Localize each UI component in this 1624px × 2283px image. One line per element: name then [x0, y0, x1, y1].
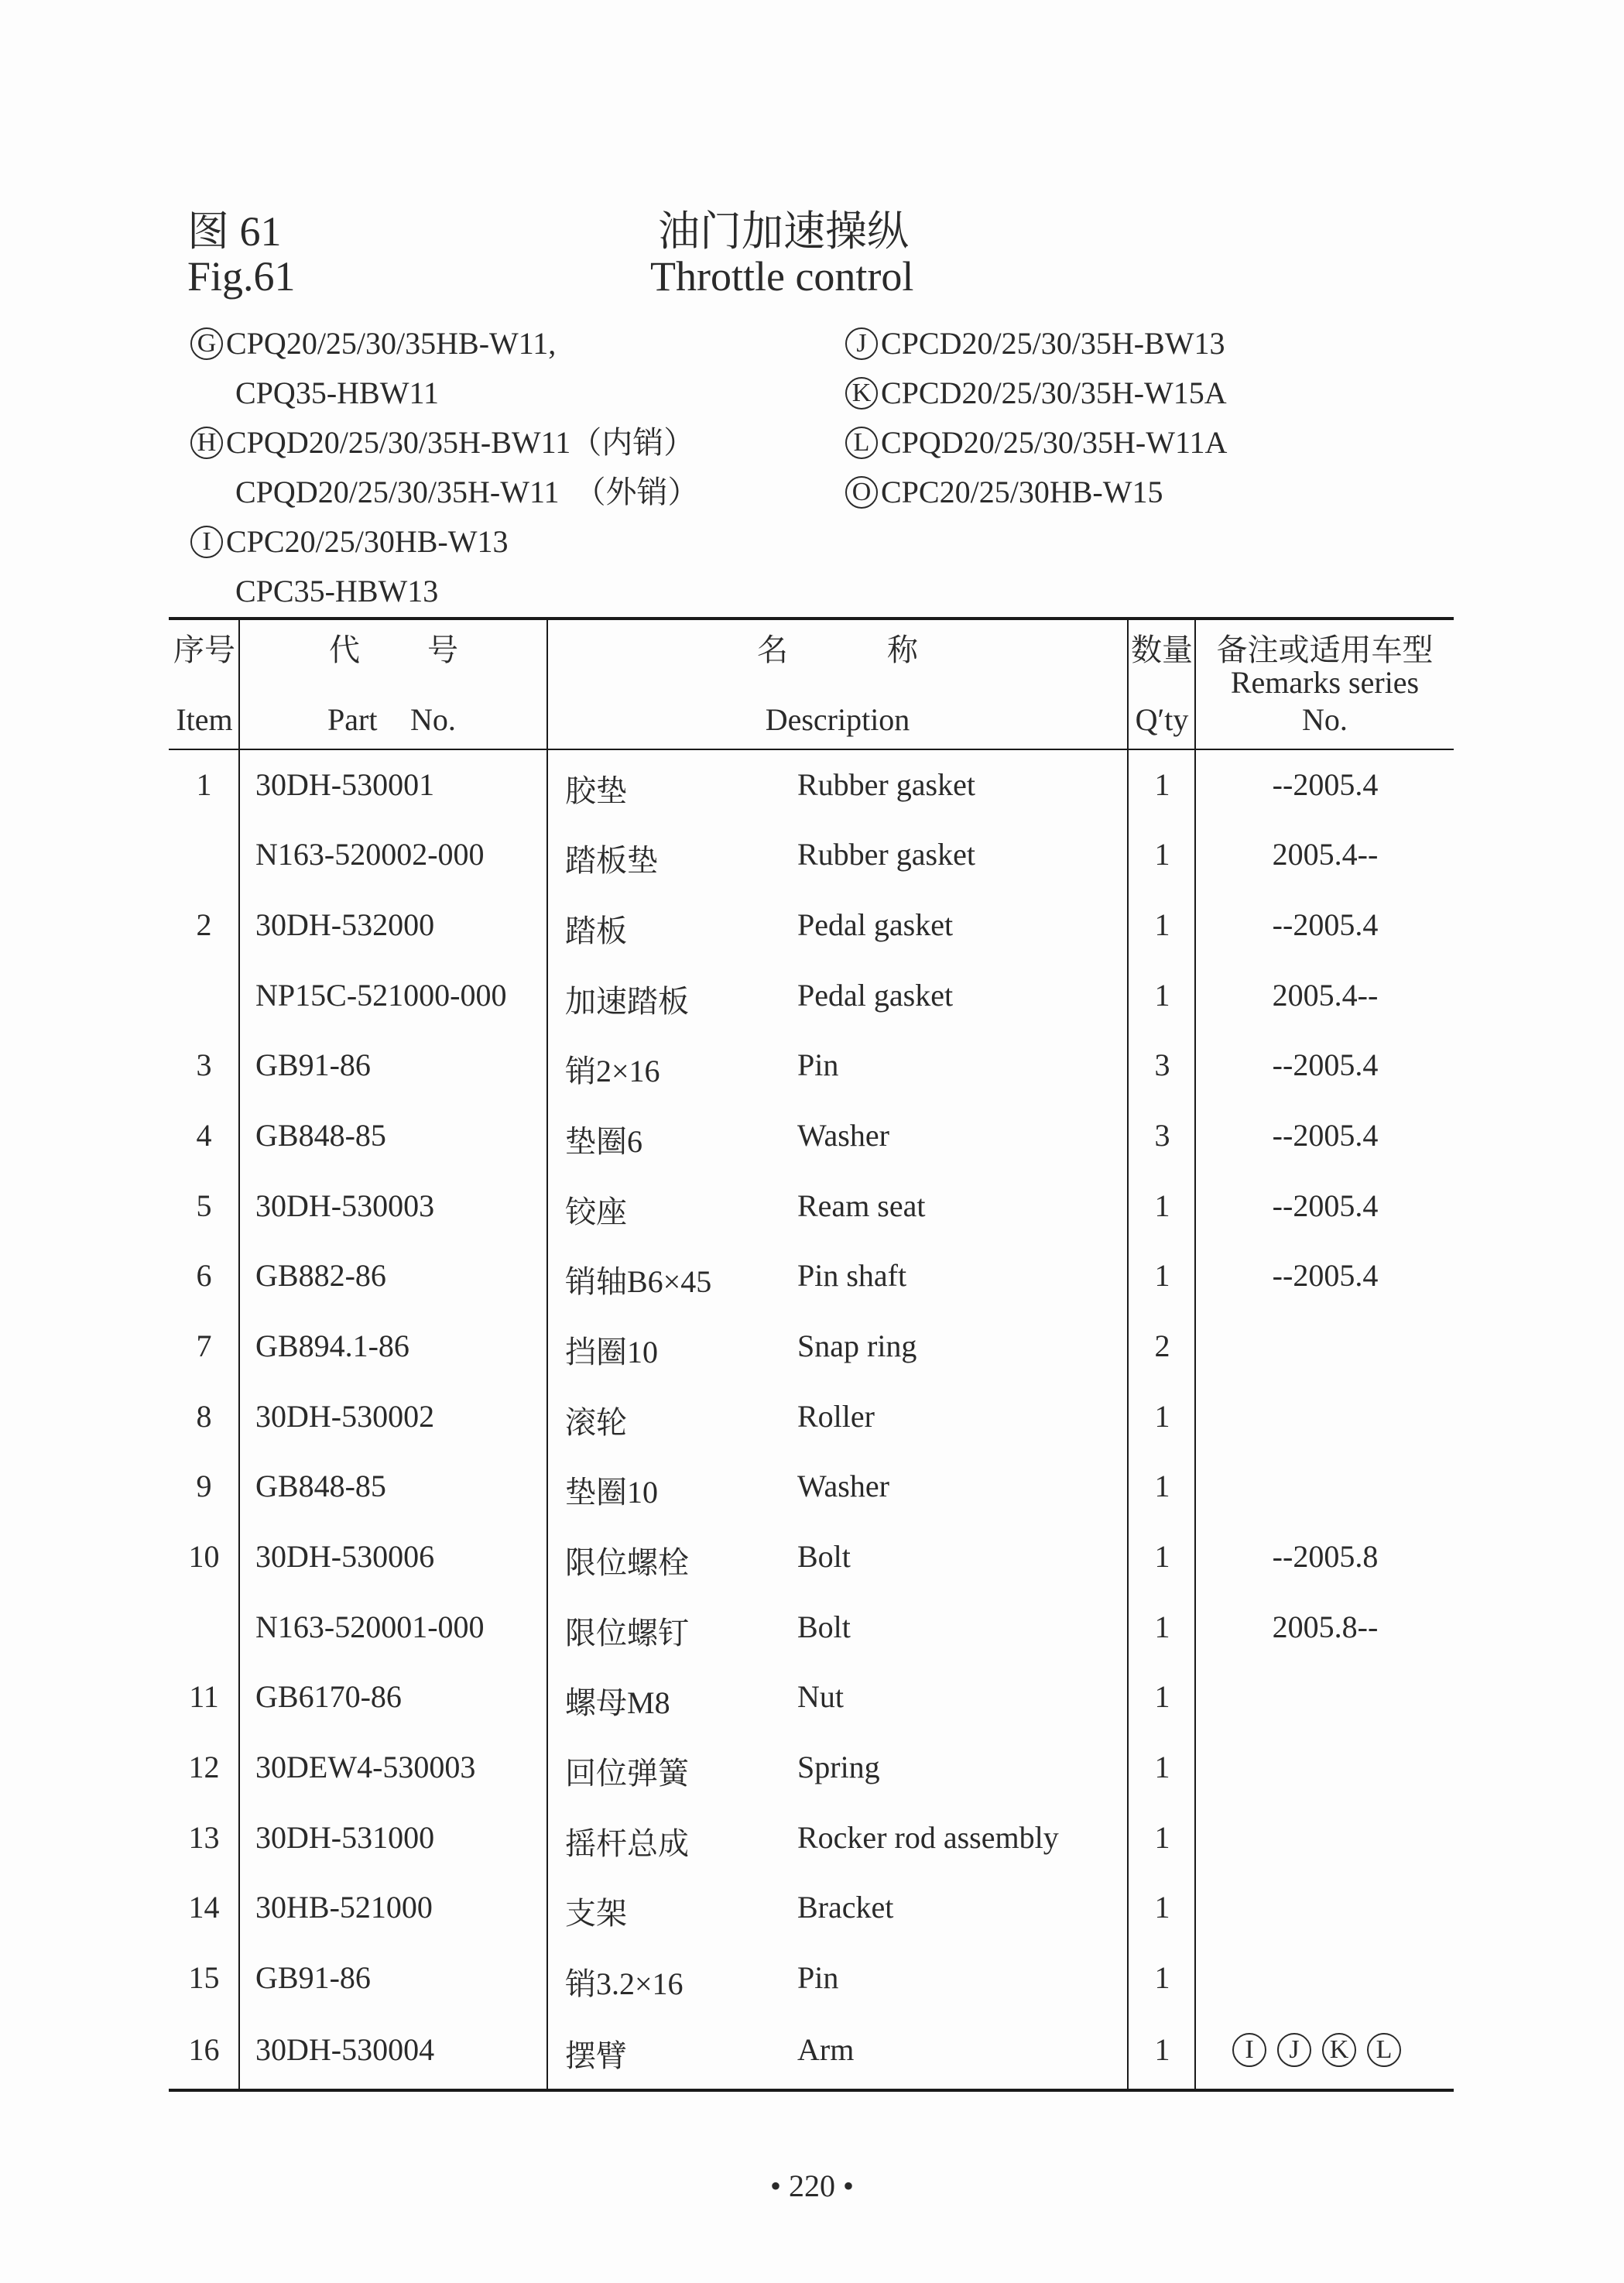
- header-part-en-1: Part: [327, 702, 378, 737]
- row-desc-en: Pedal gasket: [797, 907, 954, 942]
- row-remarks: --2005.4: [1272, 1047, 1379, 1082]
- row-desc-cn: 垫圈10: [565, 1475, 658, 1510]
- row-desc-en: Snap ring: [797, 1328, 917, 1363]
- row-desc-en: Washer: [797, 1469, 889, 1503]
- row-qty: 2: [1154, 1328, 1170, 1363]
- table-row: [0, 1889, 1624, 1935]
- model-list-left: [190, 319, 699, 616]
- row-desc-en: Roller: [797, 1399, 875, 1434]
- model-line: CPCD20/25/30/35H-BW13: [881, 326, 1225, 361]
- row-desc-cn: 限位螺栓: [565, 1545, 689, 1580]
- circle-l-badge: L: [845, 427, 878, 459]
- table-row: [0, 2031, 1624, 2078]
- row-desc-en: Bracket: [797, 1890, 894, 1925]
- row-desc-en: Bolt: [797, 1539, 851, 1574]
- model-line: CPQ20/25/30/35HB-W11,: [226, 326, 557, 361]
- row-item: 5: [196, 1188, 212, 1223]
- header-part-cn-1: 代: [329, 632, 360, 667]
- circle-i-badge: I: [190, 526, 223, 558]
- row-item: 11: [189, 1679, 219, 1714]
- row-remarks: --2005.4: [1272, 767, 1379, 802]
- row-desc-en: Spring: [797, 1750, 880, 1784]
- row-part-no: 30DH-530004: [255, 2032, 435, 2067]
- row-qty: 3: [1154, 1118, 1170, 1153]
- row-desc-cn: 螺母M8: [565, 1685, 670, 1720]
- row-desc-en: Rubber gasket: [797, 767, 975, 802]
- model-line: CPQD20/25/30/35H-W11A: [881, 425, 1228, 460]
- row-qty: 1: [1154, 1609, 1170, 1644]
- table-row: [0, 766, 1624, 813]
- row-desc-en: Washer: [797, 1118, 889, 1153]
- header-desc-en: Description: [765, 702, 910, 737]
- model-entry-g: [190, 319, 699, 369]
- row-desc-cn: 摇杆总成: [565, 1826, 689, 1861]
- table-row: [0, 1609, 1624, 1655]
- row-desc-cn: 铰座: [565, 1195, 627, 1229]
- row-part-no: 30DEW4-530003: [255, 1750, 476, 1784]
- row-desc-en: Pin: [797, 1960, 839, 1995]
- row-part-no: GB848-85: [255, 1469, 386, 1503]
- row-qty: 1: [1154, 837, 1170, 872]
- row-remarks: --2005.4: [1272, 1118, 1379, 1153]
- row-qty: 1: [1154, 1188, 1170, 1223]
- table-row: [0, 836, 1624, 883]
- model-line: CPC35-HBW13: [235, 574, 439, 608]
- row-qty: 1: [1154, 978, 1170, 1013]
- row-remarks: 2005.4--: [1272, 837, 1379, 872]
- table-row: [0, 1047, 1624, 1093]
- row-part-no: GB848-85: [255, 1118, 386, 1153]
- row-part-no: 30HB-521000: [255, 1890, 433, 1925]
- row-qty: 3: [1154, 1047, 1170, 1082]
- row-item: 16: [188, 2032, 220, 2067]
- circle-k-badge: K: [1322, 2033, 1356, 2067]
- header-bottom-rule: [169, 749, 1454, 750]
- row-qty: 1: [1154, 767, 1170, 802]
- table-top-rule: [169, 617, 1454, 620]
- table-row: [0, 977, 1624, 1023]
- row-qty: 1: [1154, 1399, 1170, 1434]
- table-row: [0, 1257, 1624, 1304]
- header-remarks-en-1: Remarks series: [1230, 665, 1420, 700]
- figure-number-cn: 图 61: [187, 208, 282, 255]
- row-qty: 1: [1154, 907, 1170, 942]
- row-desc-en: Pin: [797, 1047, 839, 1082]
- row-remarks: --2005.4: [1272, 1258, 1379, 1293]
- row-desc-en: Bolt: [797, 1609, 851, 1644]
- model-line: CPCD20/25/30/35H-W15A: [881, 375, 1227, 410]
- header-qty-en: Q′ty: [1135, 702, 1189, 737]
- row-desc-cn: 踏板: [565, 914, 627, 948]
- row-part-no: 30DH-530001: [255, 767, 435, 802]
- row-desc-cn: 胶垫: [565, 773, 627, 808]
- row-part-no: 30DH-532000: [255, 907, 435, 942]
- header-remarks-cn: 备注或适用车型: [1216, 632, 1434, 667]
- row-part-no: NP15C-521000-000: [255, 978, 507, 1013]
- figure-number-en: Fig.61: [187, 253, 296, 300]
- page-number: • 220 •: [769, 2168, 854, 2203]
- circle-j-badge: J: [1277, 2033, 1311, 2067]
- row-remarks-badges: [1232, 2031, 1412, 2070]
- row-item: 4: [196, 1118, 212, 1153]
- row-qty: 1: [1154, 1890, 1170, 1925]
- row-remarks: --2005.8: [1272, 1539, 1379, 1574]
- model-line: CPQD20/25/30/35H-W11 （外销）: [235, 475, 699, 509]
- row-desc-cn: 回位弹簧: [565, 1756, 689, 1791]
- row-desc-cn: 销3.2×16: [565, 1966, 684, 2001]
- table-row: [0, 1959, 1624, 2006]
- row-desc-en: Ream seat: [797, 1188, 926, 1223]
- row-qty: 1: [1154, 1820, 1170, 1855]
- header-part-en-2: No.: [410, 702, 456, 737]
- row-item: 8: [196, 1399, 212, 1434]
- model-line: CPC20/25/30HB-W15: [881, 475, 1163, 509]
- row-item: 1: [196, 767, 212, 802]
- row-desc-cn: 挡圈10: [565, 1335, 658, 1369]
- row-qty: 1: [1154, 1469, 1170, 1503]
- row-part-no: GB894.1-86: [255, 1328, 409, 1363]
- row-remarks: --2005.4: [1272, 1188, 1379, 1223]
- model-entry-j: [845, 319, 1227, 369]
- row-part-no: GB91-86: [255, 1047, 371, 1082]
- row-desc-cn: 销轴B6×45: [565, 1264, 712, 1299]
- row-qty: 1: [1154, 2032, 1170, 2067]
- header-remarks-en-2: No.: [1302, 702, 1348, 737]
- row-item: 3: [196, 1047, 212, 1082]
- model-entry-h: [190, 418, 699, 468]
- row-item: 14: [188, 1890, 220, 1925]
- row-item: 13: [188, 1820, 220, 1855]
- table-bottom-rule: [169, 2089, 1454, 2092]
- model-list-right: [845, 319, 1227, 517]
- model-line: CPQD20/25/30/35H-BW11（内销）: [226, 425, 695, 460]
- row-qty: 1: [1154, 1679, 1170, 1714]
- header-part-cn-2: 号: [427, 632, 458, 667]
- circle-o-badge: O: [845, 476, 878, 509]
- header-item-en: Item: [176, 702, 233, 737]
- row-qty: 1: [1154, 1960, 1170, 1995]
- figure-title-cn: 油门加速操纵: [658, 208, 909, 255]
- row-desc-en: Pedal gasket: [797, 978, 954, 1013]
- row-qty: 1: [1154, 1258, 1170, 1293]
- table-row: [0, 1538, 1624, 1585]
- row-item: 7: [196, 1328, 212, 1363]
- row-desc-cn: 加速踏板: [565, 984, 689, 1019]
- row-desc-cn: 踏板垫: [565, 843, 658, 878]
- row-part-no: 30DH-530006: [255, 1539, 435, 1574]
- model-entry-k: [845, 369, 1227, 418]
- table-row: [0, 1678, 1624, 1725]
- model-line: CPQ35-HBW11: [235, 375, 439, 410]
- row-desc-cn: 摆臂: [565, 2038, 627, 2073]
- row-desc-en: Rocker rod assembly: [797, 1820, 1059, 1855]
- row-desc-cn: 滚轮: [565, 1405, 627, 1440]
- table-row: [0, 1328, 1624, 1374]
- model-entry-l: [845, 418, 1227, 468]
- circle-k-badge: K: [845, 377, 878, 410]
- model-line: CPC20/25/30HB-W13: [226, 524, 509, 559]
- row-remarks: 2005.4--: [1272, 978, 1379, 1013]
- row-qty: 1: [1154, 1539, 1170, 1574]
- row-desc-en: Arm: [797, 2032, 855, 2067]
- row-qty: 1: [1154, 1750, 1170, 1784]
- row-item: 2: [196, 907, 212, 942]
- row-item: 10: [188, 1539, 220, 1574]
- circle-i-badge: I: [1232, 2033, 1266, 2067]
- row-desc-en: Pin shaft: [797, 1258, 907, 1293]
- row-remarks: 2005.8--: [1272, 1609, 1379, 1644]
- header-desc-cn-1: 名: [757, 632, 788, 667]
- row-desc-cn: 支架: [565, 1896, 627, 1931]
- table-row: [0, 1468, 1624, 1514]
- circle-l-badge: L: [1367, 2033, 1401, 2067]
- row-desc-en: Rubber gasket: [797, 837, 975, 872]
- row-desc-en: Nut: [797, 1679, 844, 1714]
- table-row: [0, 907, 1624, 953]
- row-desc-cn: 销2×16: [565, 1054, 660, 1088]
- row-part-no: 30DH-530003: [255, 1188, 435, 1223]
- figure-title-en: Throttle control: [650, 253, 914, 300]
- circle-g-badge: G: [190, 327, 223, 360]
- circle-j-badge: J: [845, 327, 878, 360]
- row-part-no: GB882-86: [255, 1258, 386, 1293]
- row-part-no: 30DH-530002: [255, 1399, 435, 1434]
- table-row: [0, 1819, 1624, 1866]
- model-entry-i: [190, 517, 699, 567]
- table-row: [0, 1117, 1624, 1164]
- row-part-no: N163-520001-000: [255, 1609, 485, 1644]
- row-desc-cn: 限位螺钉: [565, 1616, 689, 1651]
- table-row: [0, 1188, 1624, 1234]
- header-item-cn: 序号: [173, 632, 235, 667]
- table-row: [0, 1749, 1624, 1795]
- row-item: 6: [196, 1258, 212, 1293]
- row-part-no: N163-520002-000: [255, 837, 485, 872]
- model-entry-o: [845, 468, 1227, 517]
- row-part-no: 30DH-531000: [255, 1820, 435, 1855]
- row-item: 9: [196, 1469, 212, 1503]
- circle-h-badge: H: [190, 427, 223, 459]
- row-remarks: --2005.4: [1272, 907, 1379, 942]
- row-part-no: GB6170-86: [255, 1679, 402, 1714]
- row-part-no: GB91-86: [255, 1960, 371, 1995]
- header-desc-cn-2: 称: [887, 632, 918, 667]
- row-item: 12: [188, 1750, 220, 1784]
- row-desc-cn: 垫圈6: [565, 1124, 642, 1159]
- header-qty-cn: 数量: [1131, 632, 1193, 667]
- row-item: 15: [188, 1960, 220, 1995]
- table-row: [0, 1398, 1624, 1445]
